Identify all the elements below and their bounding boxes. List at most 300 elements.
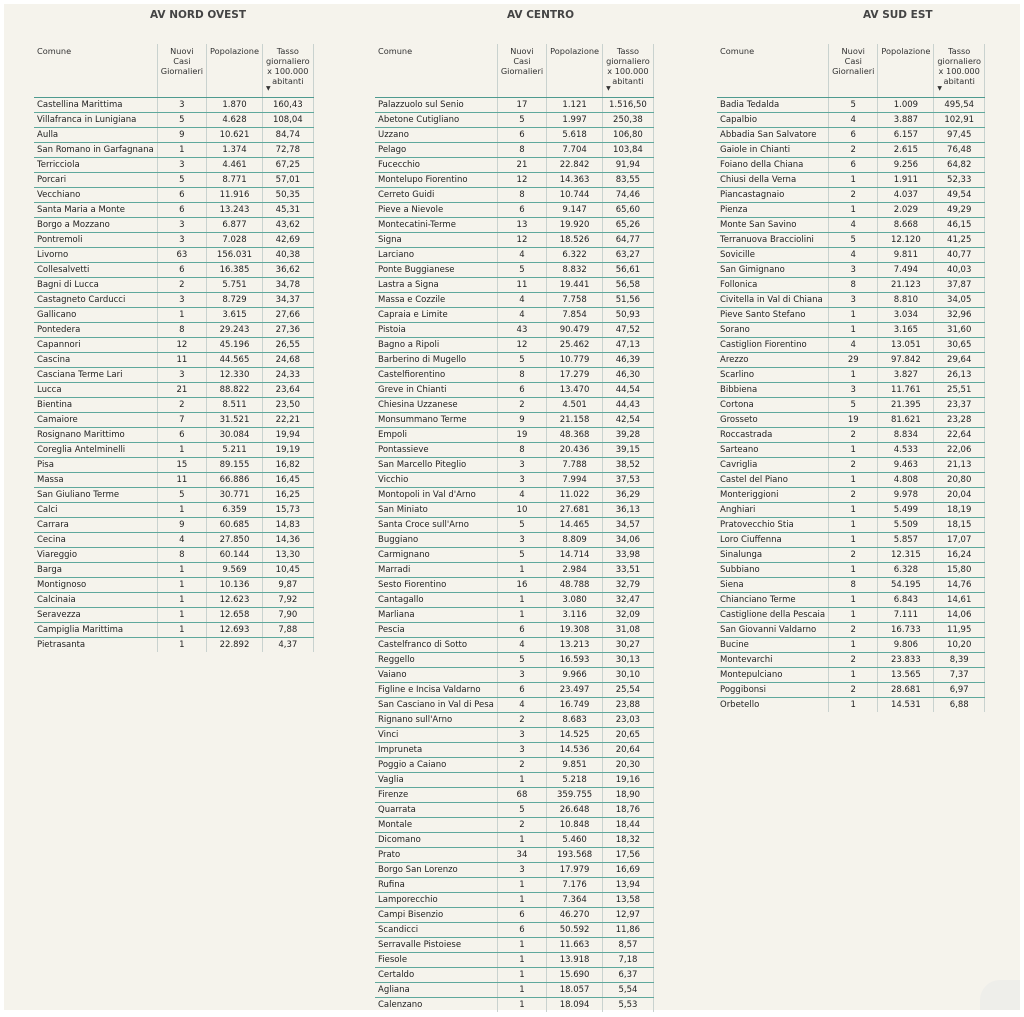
cell-comune: Cecina <box>34 533 157 548</box>
cell-nuovi-casi: 8 <box>829 578 878 593</box>
cell-popolazione: 9.569 <box>207 563 263 578</box>
cell-nuovi-casi: 3 <box>497 473 546 488</box>
cell-tasso: 49,54 <box>934 188 985 203</box>
cell-popolazione: 5.751 <box>207 278 263 293</box>
cell-comune: Impruneta <box>375 743 497 758</box>
cell-comune: Pontassieve <box>375 443 497 458</box>
cell-tasso: 11,95 <box>934 623 985 638</box>
cell-comune: Lamporecchio <box>375 893 497 908</box>
cell-comune: Castagneto Carducci <box>34 293 157 308</box>
table-row <box>34 278 313 293</box>
table-row <box>375 278 653 293</box>
cell-nuovi-casi: 6 <box>829 128 878 143</box>
cell-popolazione: 18.094 <box>547 998 603 1013</box>
table-row <box>375 578 653 593</box>
cell-comune: Certaldo <box>375 968 497 983</box>
cell-nuovi-casi: 4 <box>829 338 878 353</box>
cell-nuovi-casi: 15 <box>157 458 206 473</box>
cell-popolazione: 14.525 <box>547 728 603 743</box>
cell-comune: Pontedera <box>34 323 157 338</box>
cell-nuovi-casi: 1 <box>157 443 206 458</box>
cell-comune: Cavriglia <box>717 458 829 473</box>
table-row <box>375 173 653 188</box>
table-row <box>375 668 653 683</box>
cell-tasso: 51,56 <box>603 293 654 308</box>
cell-tasso: 6,37 <box>603 968 654 983</box>
table-row <box>34 563 313 578</box>
cell-popolazione: 10.136 <box>207 578 263 593</box>
header-row <box>717 44 985 98</box>
cell-comune: Sarteano <box>717 443 829 458</box>
cell-popolazione: 1.009 <box>878 98 934 113</box>
cell-popolazione: 29.243 <box>207 323 263 338</box>
cell-comune: Camaiore <box>34 413 157 428</box>
cell-tasso: 31,60 <box>934 323 985 338</box>
cell-popolazione: 4.461 <box>207 158 263 173</box>
table-row <box>717 428 985 443</box>
cell-comune: Chianciano Terme <box>717 593 829 608</box>
table-row <box>34 548 313 563</box>
cell-tasso: 30,10 <box>603 668 654 683</box>
cell-comune: Arezzo <box>717 353 829 368</box>
cell-popolazione: 3.827 <box>878 368 934 383</box>
table-row <box>375 398 653 413</box>
cell-popolazione: 7.704 <box>547 143 603 158</box>
cell-nuovi-casi: 4 <box>157 533 206 548</box>
cell-tasso: 32,79 <box>603 578 654 593</box>
col-header-comune[interactable] <box>717 44 829 98</box>
cell-nuovi-casi: 1 <box>829 473 878 488</box>
table-row <box>375 593 653 608</box>
table-row <box>717 518 985 533</box>
table-row <box>717 383 985 398</box>
cell-comune: Vaglia <box>375 773 497 788</box>
cell-nuovi-casi: 1 <box>157 578 206 593</box>
cell-popolazione: 26.648 <box>547 803 603 818</box>
cell-tasso: 29,64 <box>934 353 985 368</box>
cell-nuovi-casi: 1 <box>497 998 546 1013</box>
cell-comune: Carrara <box>34 518 157 533</box>
cell-tasso: 18,76 <box>603 803 654 818</box>
table-row <box>34 608 313 623</box>
cell-tasso: 7,92 <box>262 593 313 608</box>
table-av-nord-ovest <box>34 44 314 652</box>
table-row <box>375 788 653 803</box>
cell-comune: Pescia <box>375 623 497 638</box>
cell-popolazione: 3.615 <box>207 308 263 323</box>
table-row <box>34 218 313 233</box>
cell-popolazione: 13.051 <box>878 338 934 353</box>
cell-tasso: 20,30 <box>603 758 654 773</box>
cell-popolazione: 9.966 <box>547 668 603 683</box>
cell-comune: Montopoli in Val d'Arno <box>375 488 497 503</box>
cell-popolazione: 81.621 <box>878 413 934 428</box>
col-header-label: Comune <box>378 46 413 56</box>
cell-popolazione: 5.618 <box>547 128 603 143</box>
cell-comune: Terricciola <box>34 158 157 173</box>
cell-popolazione: 8.809 <box>547 533 603 548</box>
cell-tasso: 108,04 <box>262 113 313 128</box>
cell-popolazione: 11.663 <box>547 938 603 953</box>
table-row <box>375 563 653 578</box>
cell-nuovi-casi: 6 <box>157 188 206 203</box>
cell-tasso: 65,60 <box>603 203 654 218</box>
cell-nuovi-casi: 43 <box>497 323 546 338</box>
table-row <box>34 623 313 638</box>
cell-popolazione: 19.920 <box>547 218 603 233</box>
table-row <box>717 173 985 188</box>
cell-tasso: 18,44 <box>603 818 654 833</box>
cell-comune: Aulla <box>34 128 157 143</box>
cell-tasso: 19,94 <box>262 428 313 443</box>
cell-nuovi-casi: 9 <box>157 518 206 533</box>
cell-popolazione: 10.779 <box>547 353 603 368</box>
cell-tasso: 10,20 <box>934 638 985 653</box>
col-header-popolazione[interactable] <box>547 44 603 98</box>
cell-nuovi-casi: 1 <box>829 503 878 518</box>
cell-nuovi-casi: 5 <box>157 173 206 188</box>
cell-nuovi-casi: 3 <box>157 233 206 248</box>
cell-popolazione: 13.213 <box>547 638 603 653</box>
cell-nuovi-casi: 1 <box>157 623 206 638</box>
cell-tasso: 64,82 <box>934 158 985 173</box>
table-row <box>375 608 653 623</box>
cell-tasso: 10,45 <box>262 563 313 578</box>
cell-popolazione: 27.850 <box>207 533 263 548</box>
cell-comune: Pieve Santo Stefano <box>717 308 829 323</box>
cell-popolazione: 5.509 <box>878 518 934 533</box>
table-row <box>34 458 313 473</box>
cell-nuovi-casi: 5 <box>157 113 206 128</box>
cell-popolazione: 9.978 <box>878 488 934 503</box>
cell-popolazione: 8.683 <box>547 713 603 728</box>
table-row <box>34 173 313 188</box>
table-row <box>717 473 985 488</box>
table-row <box>34 383 313 398</box>
cell-comune: San Gimignano <box>717 263 829 278</box>
cell-tasso: 44,54 <box>603 383 654 398</box>
table-row <box>717 503 985 518</box>
cell-tasso: 7,90 <box>262 608 313 623</box>
cell-popolazione: 5.857 <box>878 533 934 548</box>
cell-comune: Gaiole in Chianti <box>717 143 829 158</box>
cell-comune: Scandicci <box>375 923 497 938</box>
table-row <box>375 338 653 353</box>
cell-popolazione: 25.462 <box>547 338 603 353</box>
col-header-nuovi-casi[interactable] <box>497 44 546 98</box>
cell-popolazione: 12.315 <box>878 548 934 563</box>
table-row <box>34 473 313 488</box>
cell-nuovi-casi: 1 <box>829 203 878 218</box>
table-row <box>375 263 653 278</box>
table-row <box>717 488 985 503</box>
cell-tasso: 19,16 <box>603 773 654 788</box>
cell-nuovi-casi: 3 <box>157 293 206 308</box>
cell-popolazione: 50.592 <box>547 923 603 938</box>
cell-nuovi-casi: 9 <box>497 413 546 428</box>
cell-comune: Barga <box>34 563 157 578</box>
cell-nuovi-casi: 1 <box>157 503 206 518</box>
cell-nuovi-casi: 1 <box>829 638 878 653</box>
table-row <box>375 368 653 383</box>
cell-popolazione: 156.031 <box>207 248 263 263</box>
cell-popolazione: 7.364 <box>547 893 603 908</box>
cell-popolazione: 193.568 <box>547 848 603 863</box>
cell-popolazione: 14.363 <box>547 173 603 188</box>
cell-nuovi-casi: 1 <box>157 143 206 158</box>
cell-nuovi-casi: 6 <box>497 908 546 923</box>
cell-nuovi-casi: 1 <box>497 893 546 908</box>
table-row <box>717 233 985 248</box>
cell-tasso: 18,32 <box>603 833 654 848</box>
cell-popolazione: 5.211 <box>207 443 263 458</box>
caret-down-icon[interactable]: ▼ <box>265 85 271 92</box>
cell-tasso: 43,62 <box>262 218 313 233</box>
cell-tasso: 5,54 <box>603 983 654 998</box>
table-row <box>717 548 985 563</box>
cell-tasso: 14,36 <box>262 533 313 548</box>
table-row <box>34 353 313 368</box>
cell-popolazione: 1.911 <box>878 173 934 188</box>
cell-nuovi-casi: 11 <box>157 353 206 368</box>
cell-tasso: 14,83 <box>262 518 313 533</box>
cell-popolazione: 9.811 <box>878 248 934 263</box>
cell-tasso: 47,13 <box>603 338 654 353</box>
table-row <box>34 533 313 548</box>
table-row <box>34 428 313 443</box>
cell-comune: Pratovecchio Stia <box>717 518 829 533</box>
table-row <box>34 503 313 518</box>
cell-nuovi-casi: 1 <box>497 833 546 848</box>
cell-popolazione: 28.681 <box>878 683 934 698</box>
cell-comune: Orbetello <box>717 698 829 713</box>
col-header-popolazione[interactable] <box>878 44 934 98</box>
cell-tasso: 39,15 <box>603 443 654 458</box>
table-row <box>34 233 313 248</box>
table-row <box>717 263 985 278</box>
cell-tasso: 14,06 <box>934 608 985 623</box>
table-row <box>375 503 653 518</box>
table-row <box>375 548 653 563</box>
cell-tasso: 84,74 <box>262 128 313 143</box>
cell-comune: Capalbio <box>717 113 829 128</box>
cell-comune: Rignano sull'Arno <box>375 713 497 728</box>
table-row <box>717 593 985 608</box>
table-row <box>375 533 653 548</box>
table-row <box>375 98 653 113</box>
cell-tasso: 50,93 <box>603 308 654 323</box>
cell-comune: Lucca <box>34 383 157 398</box>
cell-popolazione: 7.994 <box>547 473 603 488</box>
cell-nuovi-casi: 4 <box>497 638 546 653</box>
cell-nuovi-casi: 1 <box>829 563 878 578</box>
cell-tasso: 14,61 <box>934 593 985 608</box>
cell-popolazione: 12.330 <box>207 368 263 383</box>
cell-comune: Bagni di Lucca <box>34 278 157 293</box>
col-header-tasso[interactable] <box>934 44 985 98</box>
table-row <box>375 833 653 848</box>
cell-comune: Larciano <box>375 248 497 263</box>
cell-popolazione: 9.256 <box>878 158 934 173</box>
cell-tasso: 37,87 <box>934 278 985 293</box>
table-row <box>375 488 653 503</box>
cell-nuovi-casi: 12 <box>497 233 546 248</box>
cell-tasso: 23,50 <box>262 398 313 413</box>
cell-comune: Ponte Buggianese <box>375 263 497 278</box>
table-row <box>375 653 653 668</box>
table-row <box>34 323 313 338</box>
table-row <box>34 308 313 323</box>
cell-comune: Sorano <box>717 323 829 338</box>
cell-comune: Scarlino <box>717 368 829 383</box>
cell-nuovi-casi: 3 <box>497 743 546 758</box>
cell-popolazione: 16.733 <box>878 623 934 638</box>
cell-nuovi-casi: 1 <box>829 593 878 608</box>
cell-comune: Bagno a Ripoli <box>375 338 497 353</box>
table-row <box>34 113 313 128</box>
cell-comune: Siena <box>717 578 829 593</box>
cell-tasso: 19,19 <box>262 443 313 458</box>
cell-nuovi-casi: 63 <box>157 248 206 263</box>
cell-nuovi-casi: 6 <box>157 203 206 218</box>
cell-comune: Abbadia San Salvatore <box>717 128 829 143</box>
cell-popolazione: 20.436 <box>547 443 603 458</box>
cell-comune: Cortona <box>717 398 829 413</box>
cell-comune: Borgo a Mozzano <box>34 218 157 233</box>
cell-nuovi-casi: 6 <box>157 428 206 443</box>
cell-comune: Badia Tedalda <box>717 98 829 113</box>
cell-popolazione: 13.565 <box>878 668 934 683</box>
cell-nuovi-casi: 6 <box>157 263 206 278</box>
table-row <box>34 638 313 653</box>
cell-popolazione: 3.080 <box>547 593 603 608</box>
table-row <box>34 398 313 413</box>
cell-tasso: 56,61 <box>603 263 654 278</box>
cell-nuovi-casi: 19 <box>829 413 878 428</box>
cell-tasso: 91,94 <box>603 158 654 173</box>
cell-tasso: 56,58 <box>603 278 654 293</box>
cell-tasso: 67,25 <box>262 158 313 173</box>
caret-down-icon[interactable]: ▼ <box>606 85 611 92</box>
cell-tasso: 46,30 <box>603 368 654 383</box>
cell-tasso: 32,09 <box>603 608 654 623</box>
table-row <box>375 683 653 698</box>
cell-tasso: 46,15 <box>934 218 985 233</box>
cell-tasso: 30,13 <box>603 653 654 668</box>
cell-popolazione: 8.668 <box>878 218 934 233</box>
cell-comune: Monte San Savino <box>717 218 829 233</box>
col-header-tasso[interactable] <box>603 44 654 98</box>
col-header-tasso[interactable] <box>262 44 313 98</box>
cell-nuovi-casi: 6 <box>497 383 546 398</box>
cell-tasso: 16,45 <box>262 473 313 488</box>
table-row <box>717 563 985 578</box>
cell-nuovi-casi: 3 <box>829 293 878 308</box>
col-header-nuovi-casi[interactable] <box>157 44 206 98</box>
cell-comune: Castelfiorentino <box>375 368 497 383</box>
cell-popolazione: 46.270 <box>547 908 603 923</box>
cell-tasso: 7,18 <box>603 953 654 968</box>
cell-popolazione: 9.806 <box>878 638 934 653</box>
cell-nuovi-casi: 3 <box>497 533 546 548</box>
cell-popolazione: 12.693 <box>207 623 263 638</box>
col-header-label: Popolazione <box>550 46 600 56</box>
caret-down-icon[interactable]: ▼ <box>937 85 942 92</box>
page <box>4 4 1020 1010</box>
cell-comune: Bucine <box>717 638 829 653</box>
cell-comune: San Romano in Garfagnana <box>34 143 157 158</box>
cell-comune: Empoli <box>375 428 497 443</box>
table-row <box>717 683 985 698</box>
cell-comune: Pistoia <box>375 323 497 338</box>
table-av-sud-est <box>717 44 985 712</box>
col-header-comune[interactable] <box>34 44 157 98</box>
table-row <box>34 98 313 113</box>
table-row <box>375 938 653 953</box>
cell-tasso: 250,38 <box>603 113 654 128</box>
cell-comune: Pontremoli <box>34 233 157 248</box>
table-row <box>375 473 653 488</box>
cell-popolazione: 14.465 <box>547 518 603 533</box>
cell-popolazione: 7.494 <box>878 263 934 278</box>
cell-nuovi-casi: 7 <box>157 413 206 428</box>
cell-nuovi-casi: 13 <box>497 218 546 233</box>
cell-nuovi-casi: 3 <box>829 263 878 278</box>
col-header-popolazione[interactable] <box>207 44 263 98</box>
table-row <box>34 203 313 218</box>
cell-nuovi-casi: 2 <box>829 143 878 158</box>
cell-tasso: 9,87 <box>262 578 313 593</box>
cell-comune: Signa <box>375 233 497 248</box>
cell-tasso: 5,53 <box>603 998 654 1013</box>
cell-popolazione: 21.395 <box>878 398 934 413</box>
cell-tasso: 27,66 <box>262 308 313 323</box>
cell-nuovi-casi: 8 <box>497 443 546 458</box>
cell-tasso: 30,65 <box>934 338 985 353</box>
cell-popolazione: 3.887 <box>878 113 934 128</box>
cell-popolazione: 9.147 <box>547 203 603 218</box>
cell-tasso: 8,57 <box>603 938 654 953</box>
cell-nuovi-casi: 4 <box>497 248 546 263</box>
col-header-label: Tasso giornaliero x 100.000 abitanti <box>606 46 650 86</box>
col-header-nuovi-casi[interactable] <box>829 44 878 98</box>
cell-popolazione: 97.842 <box>878 353 934 368</box>
section-title: AV NORD OVEST <box>150 9 247 21</box>
cell-tasso: 36,13 <box>603 503 654 518</box>
cell-comune: Abetone Cutigliano <box>375 113 497 128</box>
cell-tasso: 18,15 <box>934 518 985 533</box>
cell-comune: Quarrata <box>375 803 497 818</box>
cell-comune: Sesto Fiorentino <box>375 578 497 593</box>
cell-tasso: 495,54 <box>934 98 985 113</box>
cell-nuovi-casi: 2 <box>497 398 546 413</box>
table-row <box>717 248 985 263</box>
cell-tasso: 44,43 <box>603 398 654 413</box>
cell-nuovi-casi: 1 <box>829 173 878 188</box>
cell-nuovi-casi: 8 <box>829 278 878 293</box>
table-row <box>375 728 653 743</box>
cell-comune: Vicchio <box>375 473 497 488</box>
cell-tasso: 1.516,50 <box>603 98 654 113</box>
table-row <box>375 323 653 338</box>
cell-nuovi-casi: 1 <box>157 593 206 608</box>
cell-tasso: 20,80 <box>934 473 985 488</box>
cell-comune: Grosseto <box>717 413 829 428</box>
col-header-comune[interactable] <box>375 44 497 98</box>
cell-popolazione: 8.771 <box>207 173 263 188</box>
cell-tasso: 13,30 <box>262 548 313 563</box>
cell-tasso: 32,96 <box>934 308 985 323</box>
